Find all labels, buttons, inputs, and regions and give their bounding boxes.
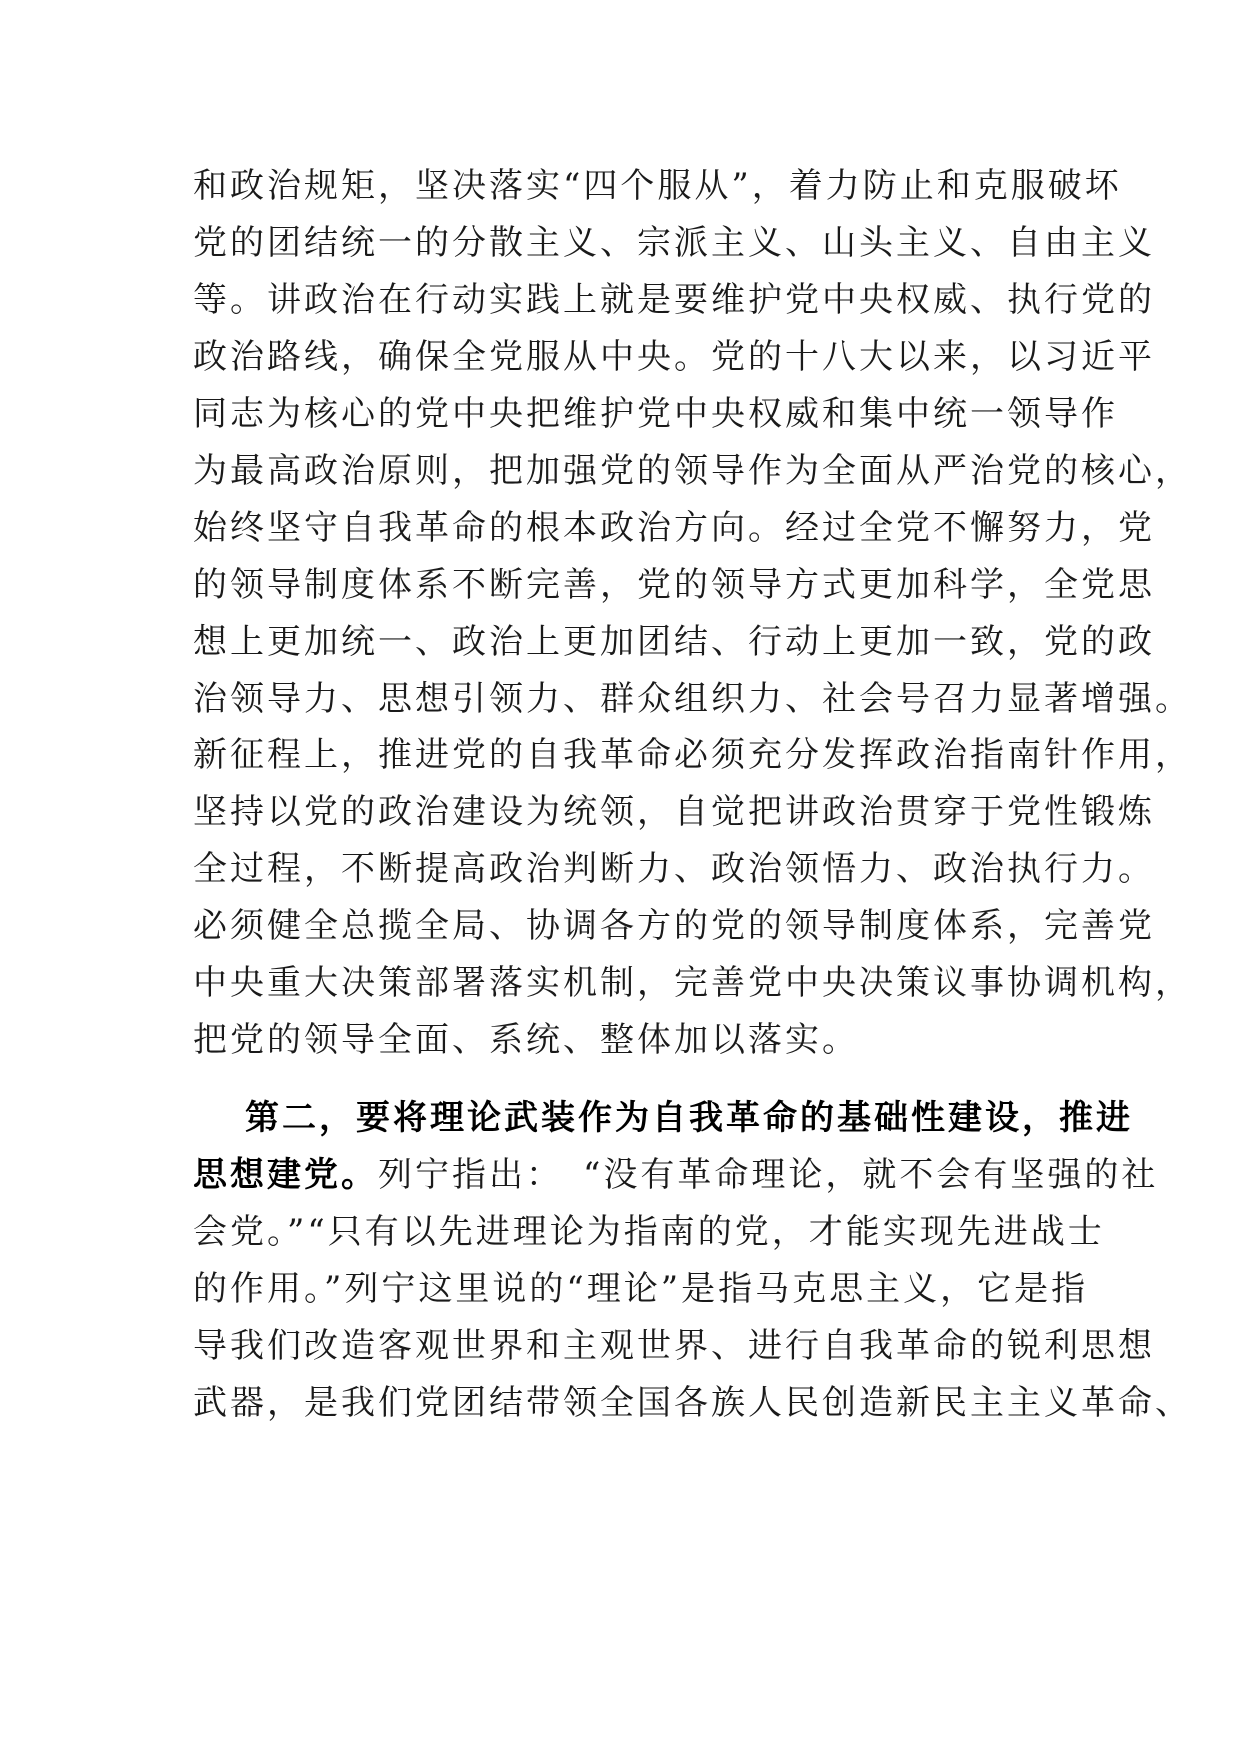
text-line: 全过程，不断提高政治判断力、政治领悟力、政治执行力。 (193, 849, 1155, 889)
section-heading-end: 思想建党。 (193, 1155, 378, 1195)
text-line: 的领导制度体系不断完善，党的领导方式更加科学，全党思 (193, 565, 1155, 605)
text-line: 政治路线，确保全党服从中央。党的十八大以来，以习近平 (193, 337, 1155, 377)
paragraph-new-journey (193, 727, 1192, 1069)
text-line: 导我们改造客观世界和主观世界、进行自我革命的锐利思想 (193, 1326, 1155, 1366)
text-line: 坚持以党的政治建设为统领，自觉把讲政治贯穿于党性锻炼 (193, 792, 1155, 832)
text-line: 会党。”“只有以先进理论为指南的党，才能实现先进战士 (193, 1212, 1105, 1252)
text-line (193, 1147, 1159, 1204)
text-line: 等。讲政治在行动实践上就是要维护党中央权威、执行党的 (193, 280, 1155, 320)
text-line: 中央重大决策部署落实机制，完善党中央决策议事协调机构， (193, 963, 1192, 1003)
text-line: 想上更加统一、政治上更加团结、行动上更加一致，党的政 (193, 622, 1155, 662)
paragraph-political-rules (193, 158, 1192, 728)
section-heading: 第二，要将理论武装作为自我革命的基础性建设，推进 (245, 1098, 1133, 1138)
text-line: 武器，是我们党团结带领全国各族人民创造新民主主义革命、 (193, 1383, 1192, 1423)
paragraph-theory-armament (193, 1090, 1192, 1432)
text-line: 为最高政治原则，把加强党的领导作为全面从严治党的核心， (193, 451, 1192, 491)
text-line: 必须健全总揽全局、协调各方的党的领导制度体系，完善党 (193, 906, 1155, 946)
text-line: 把党的领导全面、系统、整体加以落实。 (193, 1020, 859, 1060)
text-line: 同志为核心的党中央把维护党中央权威和集中统一领导作 (193, 394, 1118, 434)
text-line: 党的团结统一的分散主义、宗派主义、山头主义、自由主义 (193, 223, 1155, 263)
text-line: 新征程上，推进党的自我革命必须充分发挥政治指南针作用， (193, 735, 1192, 775)
text-line: 和政治规矩，坚决落实“四个服从”，着力防止和克服破坏 (193, 166, 1122, 206)
text-line: 始终坚守自我革命的根本政治方向。经过全党不懈努力，党 (193, 508, 1155, 548)
text-line: 的作用。”列宁这里说的“理论”是指马克思主义，它是指 (193, 1269, 1089, 1309)
quote-intro: 列宁指出： “没有革命理论，就不会有坚强的社 (378, 1155, 1159, 1195)
text-line: 治领导力、思想引领力、群众组织力、社会号召力显著增强。 (193, 679, 1192, 719)
